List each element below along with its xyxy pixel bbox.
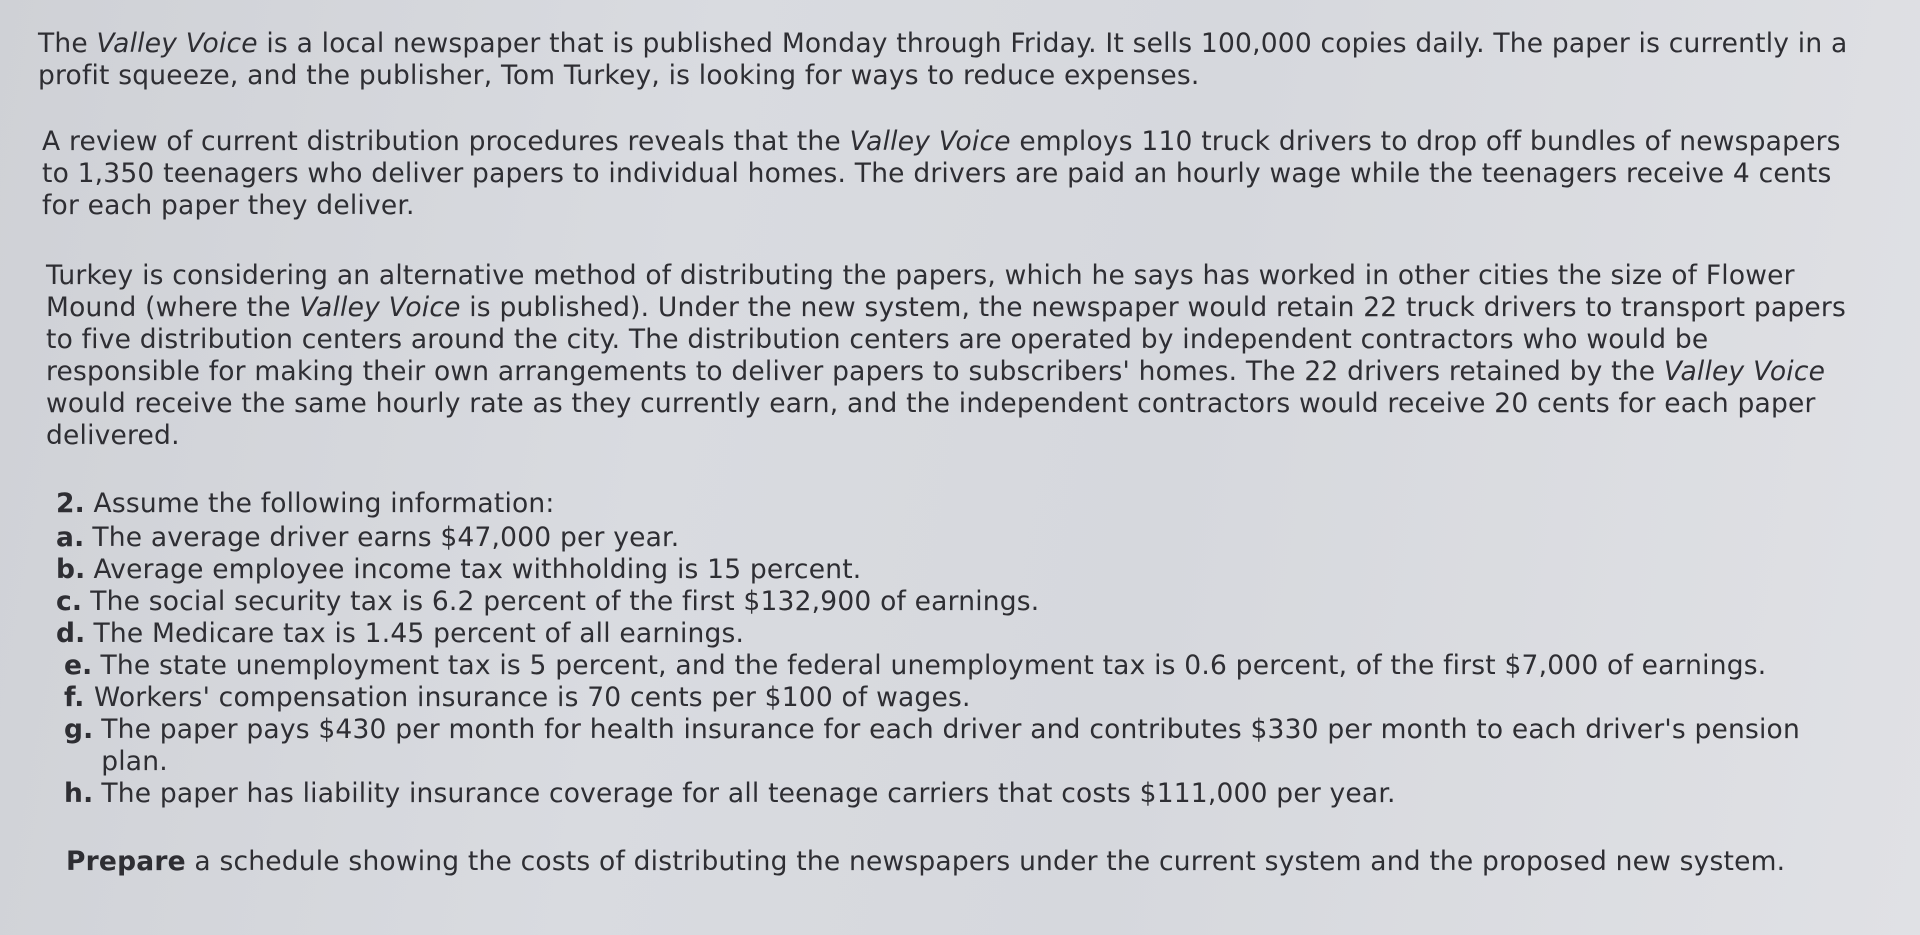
item-text: The Medicare tax is 1.45 percent of all earnings. bbox=[93, 618, 745, 649]
item-text: The paper has liability insurance coverage for all teenage carriers that costs $111,000 per year. bbox=[101, 778, 1396, 809]
instruction-line bbox=[66, 846, 1860, 878]
current-text-end: employs 110 truck drivers to drop off bundles of newspapers to 1,350 teenagers who deliver papers to individual homes. The drivers are paid an hourly wage while the teenagers receive 4 cents for each paper they deliver. bbox=[42, 126, 1841, 221]
item-label: h. bbox=[64, 778, 94, 809]
item-text: The state unemployment tax is 5 percent, and the federal unemployment tax is 0.6 percent, of the first $7,000 of earnings. bbox=[100, 650, 1767, 681]
item-text: The paper pays $430 per month for health insurance for each driver and contributes $330 per month to each driver's pension plan. bbox=[101, 714, 1800, 777]
item-label: b. bbox=[56, 554, 86, 585]
list-item bbox=[56, 650, 1860, 682]
proposed-text-middle: is published). Under the new system, the newspaper would retain 22 truck drivers to transport papers to five distribution centers around the city. The distribution centers are operated by independent contractors who would be responsible for making their own arrangements to deliver papers to subscribers' homes. The 22 drivers retained by the bbox=[46, 292, 1846, 387]
list-item bbox=[56, 586, 1860, 618]
item-label: e. bbox=[64, 650, 93, 681]
newspaper-name: Valley Voice bbox=[849, 126, 1011, 157]
item-text: Workers' compensation insurance is 70 cents per $100 of wages. bbox=[94, 682, 971, 713]
item-label: g. bbox=[64, 714, 94, 745]
instruction-verb: Prepare bbox=[66, 846, 186, 877]
list-item bbox=[56, 778, 1860, 810]
assumptions-list bbox=[56, 488, 1860, 810]
instruction-text: a schedule showing the costs of distributing the newspapers under the current system and the proposed new system. bbox=[185, 846, 1786, 877]
list-item bbox=[56, 554, 1860, 586]
question-heading bbox=[56, 488, 1860, 520]
item-label: d. bbox=[56, 618, 86, 649]
intro-paragraph bbox=[38, 28, 1860, 92]
item-label: c. bbox=[56, 586, 83, 617]
question-number: 2. bbox=[56, 488, 85, 519]
intro-text-end: is a local newspaper that is published Monday through Friday. It sells 100,000 copies daily. The paper is currently in a profit squeeze, and the publisher, Tom Turkey, is looking for ways to reduce expenses. bbox=[38, 28, 1848, 91]
list-item bbox=[56, 714, 1860, 778]
current-text-start: A review of current distribution procedures reveals that the bbox=[42, 126, 850, 157]
item-label: f. bbox=[64, 682, 85, 713]
item-text: The average driver earns $47,000 per year. bbox=[92, 522, 680, 553]
list-item bbox=[56, 682, 1860, 714]
item-text: The social security tax is 6.2 percent of the first $132,900 of earnings. bbox=[90, 586, 1040, 617]
list-item bbox=[56, 618, 1860, 650]
item-text: Average employee income tax withholding is 15 percent. bbox=[93, 554, 862, 585]
proposed-text-start: Turkey is considering an alternative method of distributing the papers, which he says has worked in other cities the size of Flower Mound (where the bbox=[46, 260, 1795, 323]
current-distribution-paragraph bbox=[38, 126, 1860, 222]
question-heading-text: Assume the following information: bbox=[84, 488, 555, 519]
list-item bbox=[56, 522, 1860, 554]
newspaper-name: Valley Voice bbox=[96, 28, 258, 59]
intro-text-start: The bbox=[38, 28, 97, 59]
item-label: a. bbox=[56, 522, 85, 553]
newspaper-name: Valley Voice bbox=[299, 292, 461, 323]
proposed-system-paragraph bbox=[38, 260, 1860, 452]
newspaper-name: Valley Voice bbox=[1663, 356, 1826, 387]
proposed-text-end: would receive the same hourly rate as they currently earn, and the independent contractors would receive 20 cents for each paper delivered. bbox=[46, 388, 1816, 451]
